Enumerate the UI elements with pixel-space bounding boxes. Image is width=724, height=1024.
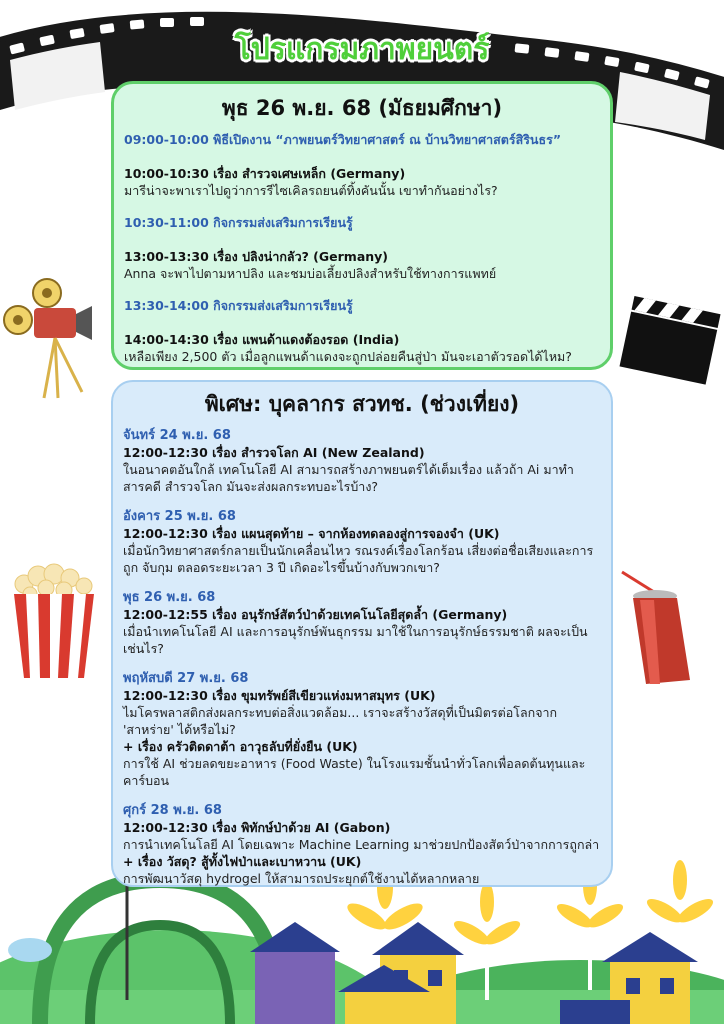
- session-title: 12:00-12:55 เรื่อง อนุรักษ์สัตว์ป่าด้วยเทคโนโลยีสุดล้ำ (Germany): [123, 607, 508, 622]
- session-description: ไมโครพลาสติกส่งผลกระทบต่อสิ่งแวดล้อม... เราจะสร้างวัสดุที่เป็นมิตรต่อโลกจาก 'สาหร่าย' ได้หรือไม่?: [123, 705, 558, 737]
- schedule-title: กิจกรรมส่งเสริมการเรียนรู้: [213, 215, 353, 230]
- page-title: โปรแกรมภาพยนตร์: [234, 32, 490, 67]
- schedule-item: [124, 248, 600, 282]
- schedule-time-line: [124, 331, 600, 348]
- session-title: 12:00-12:30 เรื่อง พิทักษ์ป่าด้วย AI (Gabon): [123, 820, 391, 835]
- movie-camera-icon: [4, 279, 92, 398]
- session-title: 12:00-12:30 เรื่อง สำรวจโลก AI (New Zealand): [123, 445, 425, 460]
- schedule-time-line: [124, 214, 600, 231]
- schedule-title: เรื่อง แพนด้าแดงต้องรอด (India): [213, 332, 400, 347]
- schedule-item: [124, 214, 600, 231]
- schedule-title: เรื่อง ปลิงน่ากลัว? (Germany): [213, 249, 389, 264]
- session-description: การนำเทคโนโลยี AI โดยเฉพาะ Machine Learning มาช่วยปกป้องสัตว์ป่าจากการถูกล่า: [123, 837, 600, 852]
- schedule-description: มารีน่าจะพาเราไปดูว่าการรีไซเคิลรถยนต์ทิ้งคันนั้น เขาทำกันอย่างไร?: [124, 183, 498, 198]
- session-description: เมื่อนำเทคโนโลยี AI และการอนุรักษ์พันธุกรรม มาใช้ในการอนุรักษ์ธรรมชาติ ผลจะเป็นเช่นไร?: [123, 624, 588, 656]
- schedule-time: 10:30-11:00: [124, 215, 209, 230]
- session-description: ในอนาคตอันใกล้ เทคโนโลยี AI สามารถสร้างภาพยนตร์ได้เต็มเรื่อง แล้วถ้า Ai มาทำสารคดี สำรวจโลก มันจะส่งผลกระทบอะไรบ้าง?: [123, 462, 574, 494]
- staff-special-schedule-panel: [111, 380, 613, 887]
- session-description: การพัฒนาวัสดุ hydrogel ให้สามารถประยุกต์ใช้งานได้หลากหลาย: [123, 871, 480, 886]
- clapperboard-icon: [619, 296, 720, 385]
- day-block: [123, 427, 601, 495]
- schedule-title: พิธีเปิดงาน “ภาพยนตร์วิทยาศาสตร์ ณ บ้านวิทยาศาสตร์สิรินธร”: [213, 132, 562, 147]
- session-description: การใช้ AI ช่วยลดขยะอาหาร (Food Waste) ในโรงแรมชั้นนำทั่วโลกเพื่อลดต้นทุนและคาร์บอน: [123, 756, 586, 788]
- schedule-item: [124, 297, 600, 314]
- day-label: พุธ 26 พ.ย. 68: [123, 590, 216, 605]
- schedule-time: 13:30-14:00: [124, 298, 209, 313]
- schedule-time-line: [124, 297, 600, 314]
- schedule-title: เรื่อง สำรวจเศษเหล็ก (Germany): [213, 166, 406, 181]
- session-description: เมื่อนักวิทยาศาสตร์กลายเป็นนักเคลื่อนไหว รณรงค์เรื่องโลกร้อน เสี่ยงต่อชื่อเสียงและการถูก จับกุม ตลอดระยะเวลา 3 ปี เกิดอะไรขึ้นบ้างกับพวกเขา?: [123, 543, 594, 575]
- secondary-school-schedule-panel: [111, 81, 613, 370]
- day-label: จันทร์ 24 พ.ย. 68: [123, 428, 231, 443]
- soda-cup-icon: [622, 572, 690, 684]
- schedule-description: เหลือเพียง 2,500 ตัว เมื่อลูกแพนด้าแดงจะถูกปล่อยคืนสู่ป่า มันจะเอาตัวรอดได้ไหม?: [124, 349, 572, 364]
- session-title: + เรื่อง ครัวติดดาต้า อาวุธลับที่ยั่งยืน (UK): [123, 739, 358, 754]
- day-block: [123, 802, 601, 887]
- schedule-time-line: [124, 248, 600, 265]
- schedule-time: 10:00-10:30: [124, 166, 209, 181]
- popcorn-icon: [14, 564, 94, 678]
- section-title: พุธ 26 พ.ย. 68 (มัธยมศึกษา): [221, 96, 503, 120]
- day-block: [123, 670, 601, 789]
- schedule-time-line: [124, 131, 600, 148]
- day-label: ศุกร์ 28 พ.ย. 68: [123, 803, 222, 818]
- schedule-time: 13:00-13:30: [124, 249, 209, 264]
- schedule-item: [124, 165, 600, 199]
- schedule-description: Anna จะพาไปตามหาปลิง และชมบ่อเลี้ยงปลิงสำหรับใช้ทางการแพทย์: [124, 266, 497, 281]
- schedule-title: กิจกรรมส่งเสริมการเรียนรู้: [213, 298, 353, 313]
- day-label: อังคาร 25 พ.ย. 68: [123, 509, 236, 524]
- schedule-time: 14:00-14:30: [124, 332, 209, 347]
- schedule-item: [124, 331, 600, 365]
- session-title: + เรื่อง วัสดุ? สู้ทั้งไฟป่าและเบาหวาน (UK): [123, 854, 362, 869]
- day-label: พฤหัสบดี 27 พ.ย. 68: [123, 671, 249, 686]
- session-title: 12:00-12:30 เรื่อง ขุมทรัพย์สีเขียวแห่งมหาสมุทร (UK): [123, 688, 436, 703]
- schedule-time-line: [124, 165, 600, 182]
- schedule-time: 09:00-10:00: [124, 132, 209, 147]
- schedule-item: [124, 131, 600, 148]
- day-block: [123, 589, 601, 657]
- session-title: 12:00-12:30 เรื่อง แผนสุดท้าย – จากห้องทดลองสู่การจองจำ (UK): [123, 526, 500, 541]
- day-block: [123, 508, 601, 576]
- section-title: พิเศษ: บุคลากร สวทช. (ช่วงเที่ยง): [204, 392, 520, 416]
